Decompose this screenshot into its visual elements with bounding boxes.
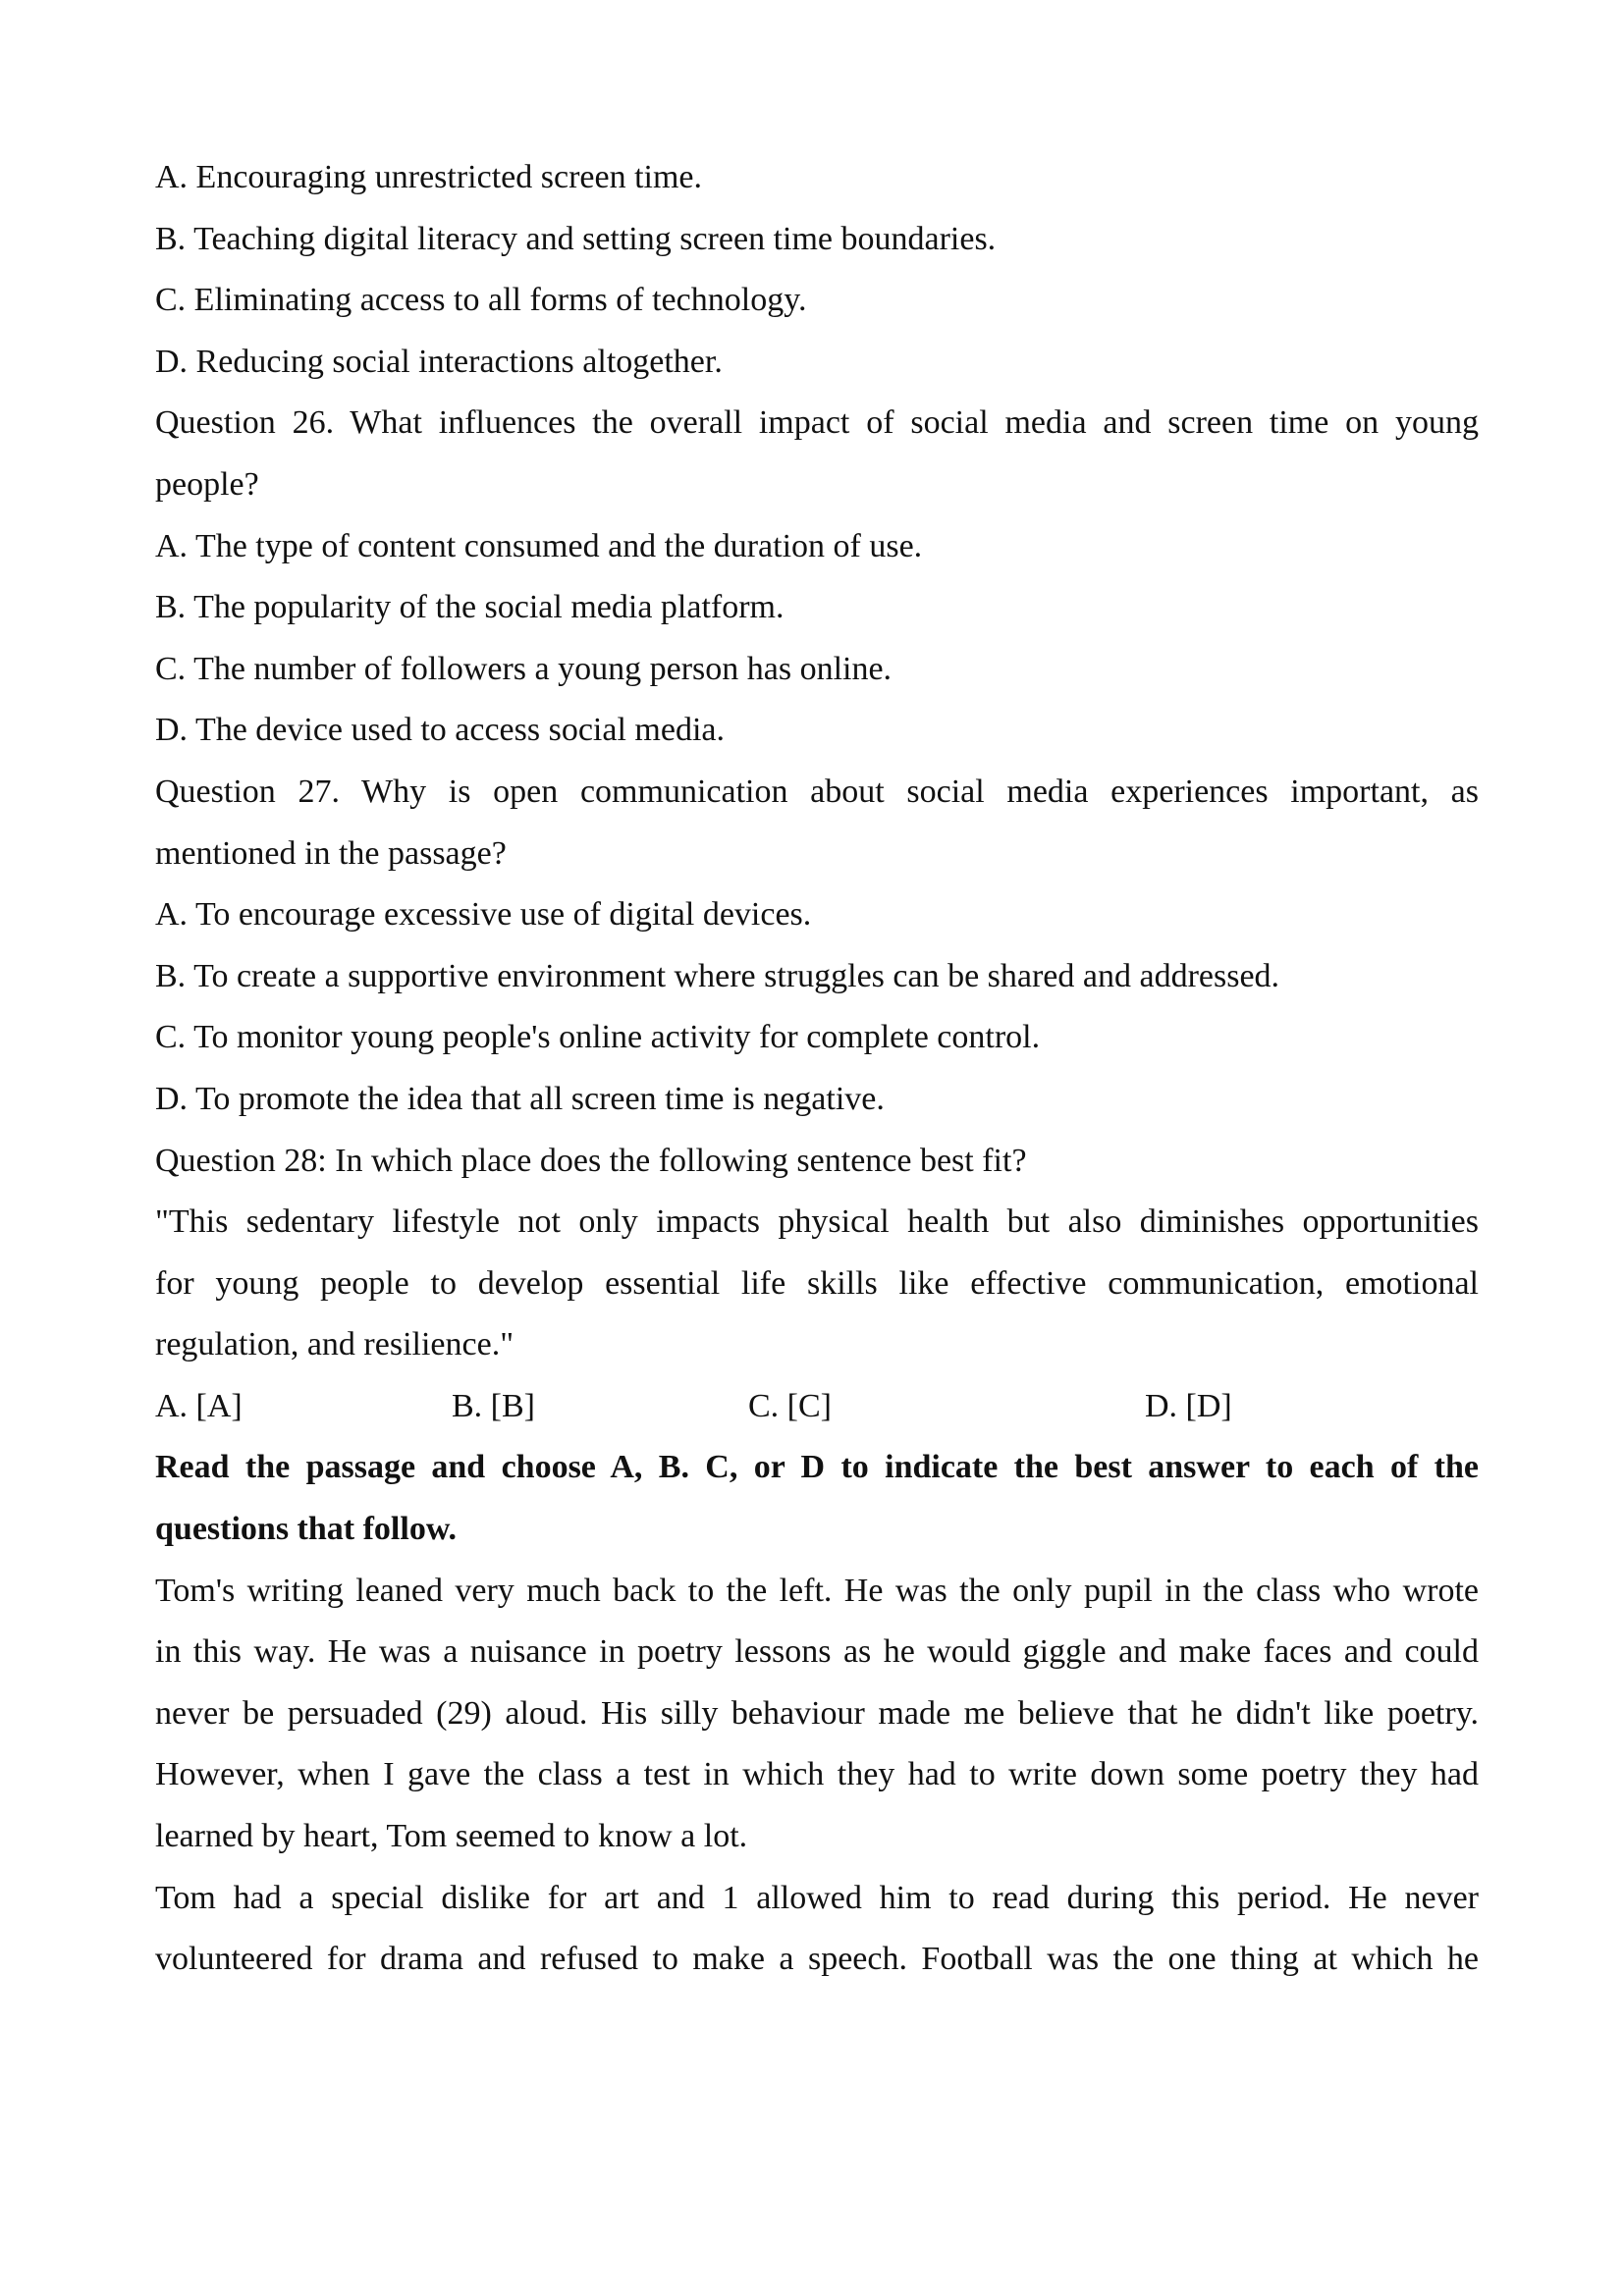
q28-stem: Question 28: In which place does the following sentence best fit? bbox=[155, 1142, 1027, 1179]
passage-p1-line5: learned by heart, Tom seemed to know a lot. bbox=[155, 1818, 748, 1855]
passage-p1-line4: However, when I gave the class a test in which they had to write down some poetry they had bbox=[155, 1756, 1479, 1793]
passage-p2-line1: Tom had a special dislike for art and 1 allowed him to read during this period. He never bbox=[155, 1879, 1479, 1916]
passage-p1-line3: never be persuaded (29) aloud. His silly behaviour made me believe that he didn't like poetry. bbox=[155, 1694, 1479, 1732]
q28-option-b: B. [B] bbox=[452, 1387, 535, 1424]
q27-stem-line1: Question 27. Why is open communication about social media experiences important, as bbox=[155, 773, 1479, 810]
q28-quote-line1: "This sedentary lifestyle not only impacts physical health but also diminishes opportunities bbox=[155, 1203, 1479, 1241]
q27-option-a: A. To encourage excessive use of digital devices. bbox=[155, 896, 812, 934]
q28-options-row bbox=[155, 1376, 1479, 1438]
q25-option-b: B. Teaching digital literacy and setting screen time boundaries. bbox=[155, 220, 997, 257]
section-instruction-line2: questions that follow. bbox=[155, 1511, 457, 1548]
q27-option-d: D. To promote the idea that all screen time is negative. bbox=[155, 1080, 885, 1117]
q28-option-c: C. [C] bbox=[748, 1387, 832, 1424]
q26-option-d: D. The device used to access social media. bbox=[155, 712, 725, 749]
q28-quote-line2: for young people to develop essential life skills like effective communication, emotional bbox=[155, 1264, 1479, 1302]
q25-option-d: D. Reducing social interactions altogether. bbox=[155, 343, 723, 380]
section-instruction-line1: Read the passage and choose A, B. C, or D to indicate the best answer to each of the bbox=[155, 1449, 1479, 1486]
q27-option-b: B. To create a supportive environment where struggles can be shared and addressed. bbox=[155, 957, 1280, 994]
q26-option-c: C. The number of followers a young person has online. bbox=[155, 650, 893, 687]
document-page bbox=[155, 147, 1479, 1991]
q26-stem-line1: Question 26. What influences the overall impact of social media and screen time on young bbox=[155, 404, 1479, 442]
q26-option-b: B. The popularity of the social media platform. bbox=[155, 589, 785, 626]
q26-option-a: A. The type of content consumed and the duration of use. bbox=[155, 527, 923, 564]
passage-p2-line2: volunteered for drama and refused to make a speech. Football was the one thing at which he bbox=[155, 1941, 1479, 1978]
passage-p1-line2: in this way. He was a nuisance in poetry lessons as he would giggle and make faces and could bbox=[155, 1633, 1479, 1671]
q28-quote-line3: regulation, and resilience." bbox=[155, 1326, 514, 1363]
q28-option-d: D. [D] bbox=[1145, 1387, 1232, 1424]
passage-p1-line1: Tom's writing leaned very much back to the left. He was the only pupil in the class who wrote bbox=[155, 1572, 1479, 1609]
q25-option-a: A. Encouraging unrestricted screen time. bbox=[155, 159, 703, 195]
q27-stem-line2: mentioned in the passage? bbox=[155, 834, 507, 872]
q25-option-c: C. Eliminating access to all forms of technology. bbox=[155, 282, 807, 319]
q28-option-a: A. [A] bbox=[155, 1387, 243, 1424]
q26-stem-line2: people? bbox=[155, 465, 259, 503]
q27-option-c: C. To monitor young people's online activity for complete control. bbox=[155, 1019, 1041, 1056]
